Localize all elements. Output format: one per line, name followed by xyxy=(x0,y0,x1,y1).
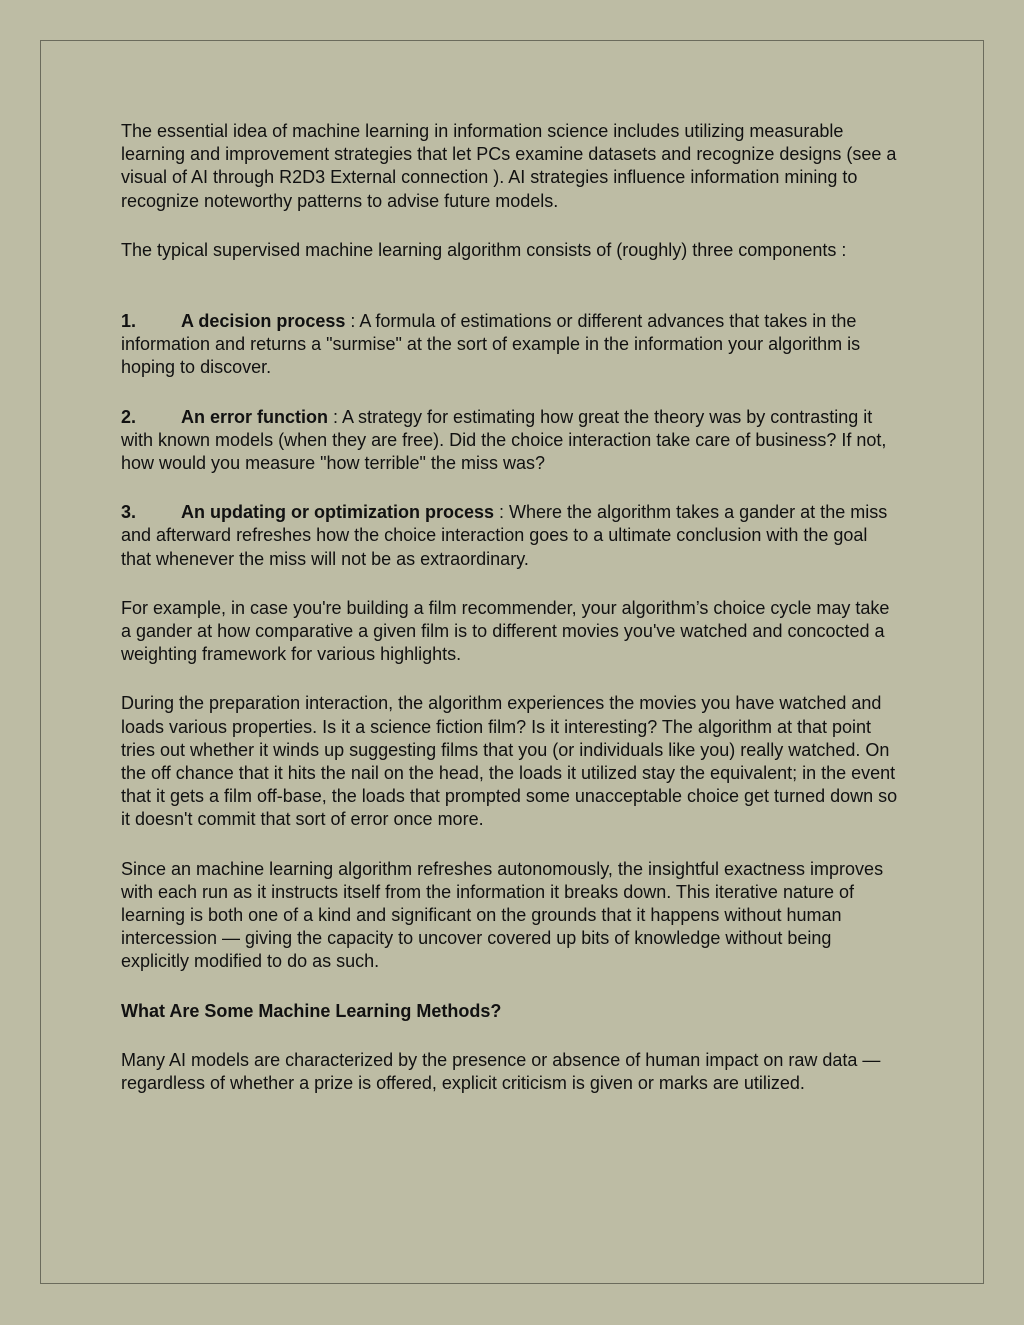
intro-paragraph: The typical supervised machine learning algorithm consists of (roughly) three components : xyxy=(121,239,847,260)
document-body xyxy=(121,120,901,1121)
intro-paragraph: The essential idea of machine learning in information science includes utilizing measurable learning and improvement strategies that let PCs examine datasets and recognize designs (see a visual of AI through R2D3 External connection ). AI strategies influence information mining to recognize noteworthy patterns to advise future models. xyxy=(121,121,897,211)
component-text: : Where the algorithm takes a gander at the miss and afterward refreshes how the choice interaction goes to a ultimate conclusion with the goal that whenever the miss will not be as extraordinary. xyxy=(121,502,888,569)
body-paragraph: Since an machine learning algorithm refreshes autonomously, the insightful exactness improves with each run as it instructs itself from the information it breaks down. This iterative nature of learning is both one of a kind and significant on the grounds that it happens without human intercession — giving the capacity to uncover covered up bits of knowledge without being explicitly modified to do as such. xyxy=(121,858,884,972)
component-term: An error function xyxy=(181,406,328,427)
closing-paragraph: Many AI models are characterized by the presence or absence of human impact on raw data — regardless of whether a prize is offered, explicit criticism is given or marks are utilized. xyxy=(121,1049,881,1094)
component-text: : A formula of estimations or different advances that takes in the information and returns a "surmise" at the sort of example in the information your algorithm is hoping to discover. xyxy=(121,311,861,378)
body-paragraph: For example, in case you're building a film recommender, your algorithm’s choice cycle may take a gander at how comparative a given film is to different movies you've watched and concocted a weighting framework for various highlights. xyxy=(121,597,890,665)
component-item xyxy=(121,406,901,476)
component-number: 2. xyxy=(121,406,137,427)
component-number: 1. xyxy=(121,311,137,332)
component-term: A decision process xyxy=(181,311,346,332)
component-item xyxy=(121,310,901,380)
body-paragraph: During the preparation interaction, the algorithm experiences the movies you have watched and loads various properties. Is it a science fiction film? Is it interesting? The algorithm at that point tries out whether it winds up suggesting films that you (or individuals like you) really watched. On the off chance that it hits the nail on the head, the loads it utilized stay the equivalent; in the event that it gets a film off-base, the loads that prompted some unacceptable choice get turned down so it doesn't commit that sort of error once more. xyxy=(121,693,898,830)
component-text: : A strategy for estimating how great the theory was by contrasting it with known models (when they are free). Did the choice interaction take care of business? If not, how would you measure "how terrible" the miss was? xyxy=(121,406,887,474)
component-term: An updating or optimization process xyxy=(181,502,495,523)
component-item xyxy=(121,501,901,571)
component-number: 3. xyxy=(121,502,137,523)
section-heading: What Are Some Machine Learning Methods? xyxy=(121,1000,502,1021)
